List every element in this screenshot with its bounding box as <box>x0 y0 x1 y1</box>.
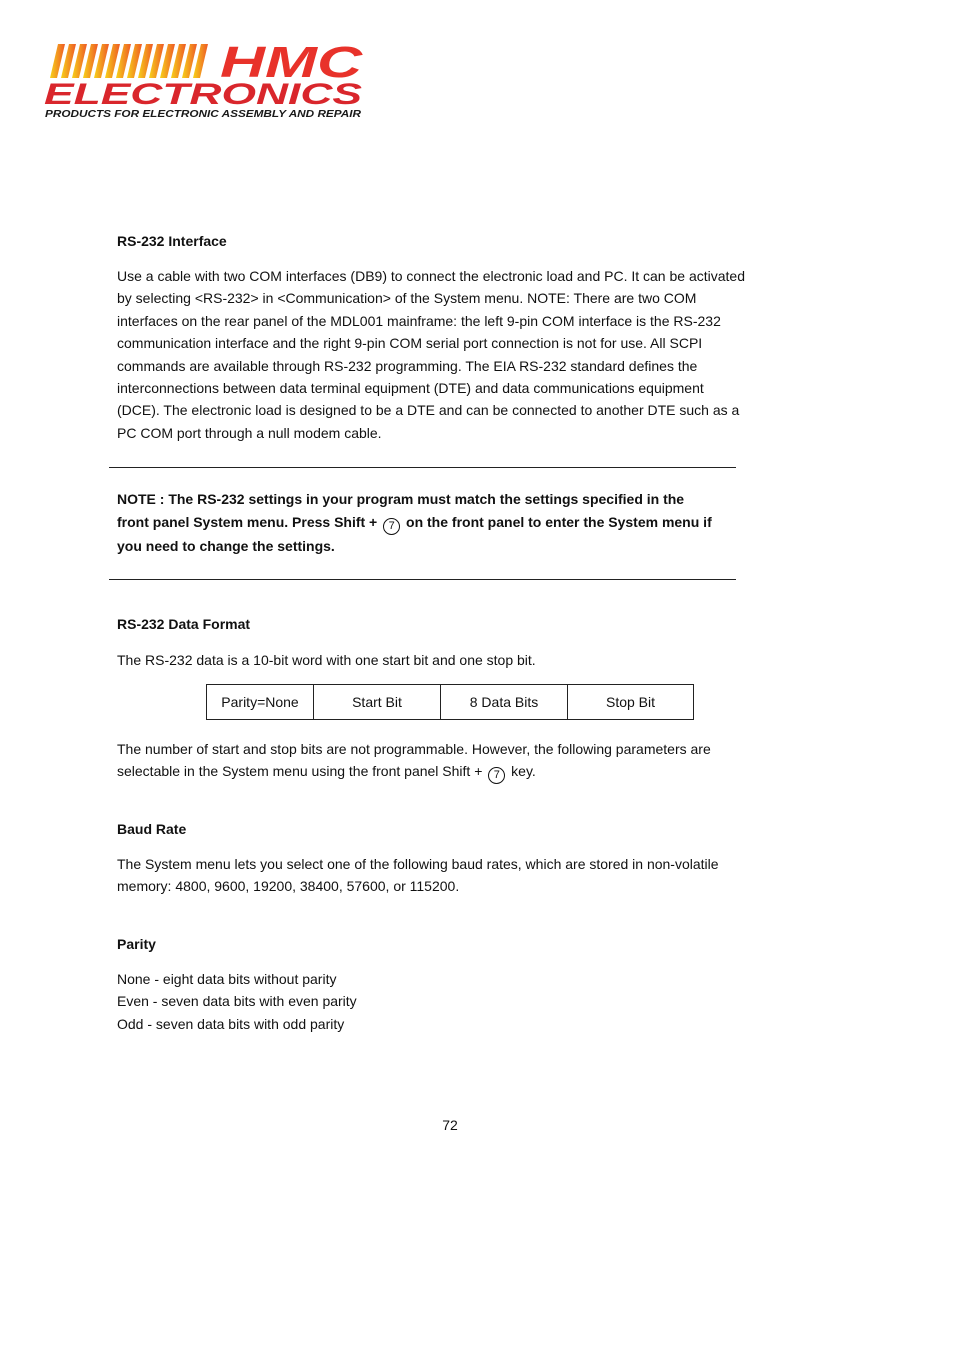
logo-electronics-text: ELECTRONICS <box>44 78 362 111</box>
page-number: 72 <box>442 1117 458 1133</box>
note-text-start: NOTE : The RS-232 settings in your program must match the settings specified in the front panel System menu. Press Shift + <box>117 491 685 530</box>
table-cell-parity: Parity=None <box>207 685 314 720</box>
data-format-heading: RS-232 Data Format <box>117 616 251 632</box>
data-format-table <box>206 684 694 720</box>
baud-rate-body: The System menu lets you select one of the following baud rates, which are stored in non-volatile memory: 4800, 9600, 19200, 38400, 57600, or 115200. <box>117 856 719 895</box>
logo-stripes <box>50 44 208 78</box>
logo-hmc-text: HMC <box>220 42 364 87</box>
logo-tagline: PRODUCTS FOR ELECTRONIC ASSEMBLY AND REPAIR <box>45 109 362 120</box>
data-format-intro: The RS-232 data is a 10-bit word with one start bit and one stop bit. <box>117 652 536 668</box>
note-text-end: on the front panel to enter the System menu if you need to change the settings. <box>117 513 712 554</box>
parity-list <box>117 968 749 1035</box>
table-row <box>207 685 694 720</box>
note-bottom-rule <box>109 579 736 580</box>
note-box <box>117 488 717 557</box>
data-format-after-tail: key. <box>511 763 536 780</box>
parity-item-even: Even - seven data bits with even parity <box>117 993 357 1010</box>
data-format-after-table <box>117 738 753 784</box>
parity-heading: Parity <box>117 936 156 952</box>
parity-item-none: None - eight data bits without parity <box>117 971 337 987</box>
hmc-electronics-logo <box>42 42 366 120</box>
data-format-after-text: The number of start and stop bits are not programmable. However, the following parameters are selectable in the System menu using the front panel Shift + <box>117 741 711 780</box>
rs232-interface-body: Use a cable with two COM interfaces (DB9) to connect the electronic load and PC. It can be activated by selecting <RS-232> in <Communication> of the System menu. NOTE: There are two COM interfaces on the rear panel of the MDL001 mainframe: the left 9-pin COM interface is the RS-232 communication interface and the right 9-pin COM serial port connection is not for use. All SCPI commands are available through RS-232 programming. The EIA RS-232 standard defines the interconnections between data terminal equipment (DTE) and data communications equipment (DCE). The electronic load is designed to be a DTE and can be connected to another DTE such as a PC COM port through a null modem cable. <box>117 268 745 441</box>
table-cell-start-bit: Start Bit <box>314 685 441 720</box>
parity-item-odd: Odd - seven data bits with odd parity <box>117 1015 345 1032</box>
shift-7-key-icon: 7 <box>488 767 505 784</box>
table-cell-stop-bit: Stop Bit <box>568 685 694 720</box>
table-cell-data-bits: 8 Data Bits <box>441 685 568 720</box>
note-top-rule <box>109 467 736 468</box>
rs232-interface-heading: RS-232 Interface <box>117 233 227 249</box>
baud-rate-heading: Baud Rate <box>117 821 187 837</box>
shift-7-key-icon: 7 <box>383 518 400 535</box>
